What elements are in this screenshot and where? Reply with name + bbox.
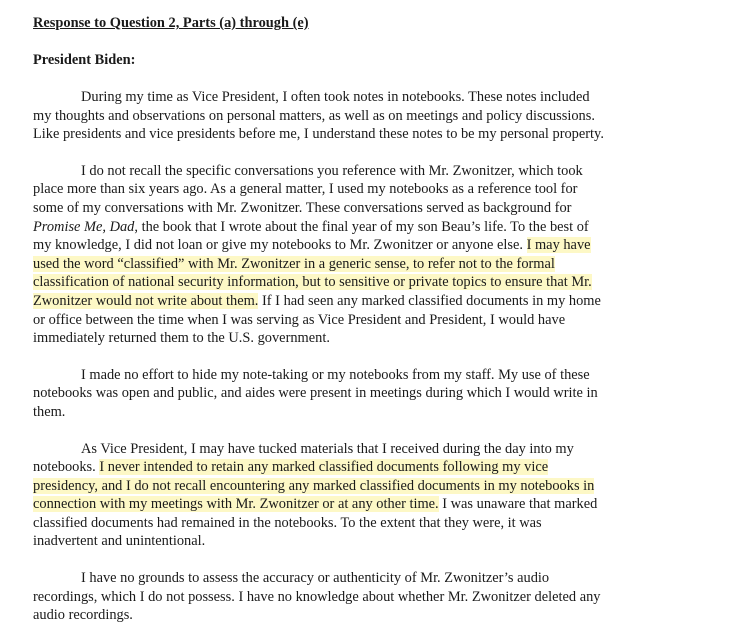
text-segment: notebooks. xyxy=(33,459,100,476)
document-page xyxy=(33,14,723,643)
text-segment: immediately returned them to the U.S. government. xyxy=(33,330,330,347)
text-segment: I made no effort to hide my note-taking or my notebooks from my staff. My use of these xyxy=(81,366,590,383)
text-segment: recordings, which I do not possess. I have no knowledge about whether Mr. Zwonitzer deleted any xyxy=(33,588,601,605)
text-segment: I do not recall the specific conversations you reference with Mr. Zwonitzer, which took xyxy=(81,162,583,179)
text-segment: During my time as Vice President, I often took notes in notebooks. These notes included xyxy=(81,89,590,105)
paragraph xyxy=(33,162,723,348)
text-segment: my knowledge, I did not loan or give my notebooks to Mr. Zwonitzer or anyone else. xyxy=(33,237,527,254)
text-segment: some of my conversations with Mr. Zwonitzer. These conversations served as background for xyxy=(33,199,572,216)
text-segment: I have no grounds to assess the accuracy or authenticity of Mr. Zwonitzer’s audio xyxy=(81,570,550,587)
highlighted-text: classification of national security information, but to sensitive or private topics to ensure that Mr. xyxy=(33,274,592,291)
text-segment: audio recordings. xyxy=(33,607,133,624)
highlighted-text: Zwonitzer would not write about them. xyxy=(33,292,259,309)
text-segment: If I had seen any marked classified documents in my home xyxy=(258,292,601,309)
text-line xyxy=(33,403,723,422)
text-line xyxy=(33,458,723,477)
text-line xyxy=(33,180,723,199)
text-line xyxy=(33,311,723,330)
text-line xyxy=(33,88,723,107)
text-line xyxy=(33,329,723,348)
text-line xyxy=(33,477,723,496)
document-body xyxy=(33,88,723,625)
text-line xyxy=(33,569,723,588)
book-title: Promise Me, Dad xyxy=(33,218,135,235)
text-segment: them. xyxy=(33,403,66,420)
text-line xyxy=(33,366,723,385)
highlighted-text: used the word “classified” with Mr. Zwonitzer in a generic sense, to refer not to the formal xyxy=(33,255,555,272)
text-segment: As Vice President, I may have tucked materials that I received during the day into my xyxy=(81,440,574,457)
text-segment: I was unaware that marked xyxy=(438,496,598,513)
text-line xyxy=(33,292,723,311)
text-line xyxy=(33,236,723,255)
text-segment: place more than six years ago. As a general matter, I used my notebooks as a reference tool for xyxy=(33,181,578,198)
paragraph xyxy=(33,366,723,422)
highlighted-text: I never intended to retain any marked classified documents following my vice xyxy=(99,459,549,476)
text-line xyxy=(33,162,723,181)
highlighted-text: I may have xyxy=(526,237,591,254)
text-segment: notebooks was open and public, and aides were present in meetings during which I would write in xyxy=(33,385,598,402)
text-segment: my thoughts and observations on personal matters, as well as on meetings and policy discussions. xyxy=(33,107,595,124)
text-line xyxy=(33,107,723,126)
paragraph xyxy=(33,88,723,144)
text-line xyxy=(33,495,723,514)
speaker-label: President Biden: xyxy=(33,52,136,68)
text-segment: inadvertent and unintentional. xyxy=(33,533,206,550)
text-line xyxy=(33,588,723,607)
paragraph xyxy=(33,440,723,552)
text-line xyxy=(33,606,723,625)
text-line xyxy=(33,532,723,551)
text-line xyxy=(33,255,723,274)
section-heading: Response to Question 2, Parts (a) through (e) xyxy=(33,15,309,31)
paragraph xyxy=(33,569,723,625)
text-line xyxy=(33,514,723,533)
text-line xyxy=(33,384,723,403)
text-line xyxy=(33,218,723,237)
text-segment: or office between the time when I was serving as Vice President and President, I would have xyxy=(33,311,566,328)
text-segment: , the book that I wrote about the final year of my son Beau’s life. To the best of xyxy=(134,218,589,235)
text-line xyxy=(33,440,723,459)
text-line xyxy=(33,273,723,292)
text-line xyxy=(33,125,723,144)
text-line xyxy=(33,199,723,218)
highlighted-text: connection with my meetings with Mr. Zwonitzer or at any other time. xyxy=(33,496,439,513)
text-segment: classified documents had remained in the notebooks. To the extent that they were, it was xyxy=(33,514,542,531)
text-segment: Like presidents and vice presidents before me, I understand these notes to be my personal property. xyxy=(33,126,604,143)
highlighted-text: presidency, and I do not recall encountering any marked classified documents in my notebooks in xyxy=(33,477,595,494)
